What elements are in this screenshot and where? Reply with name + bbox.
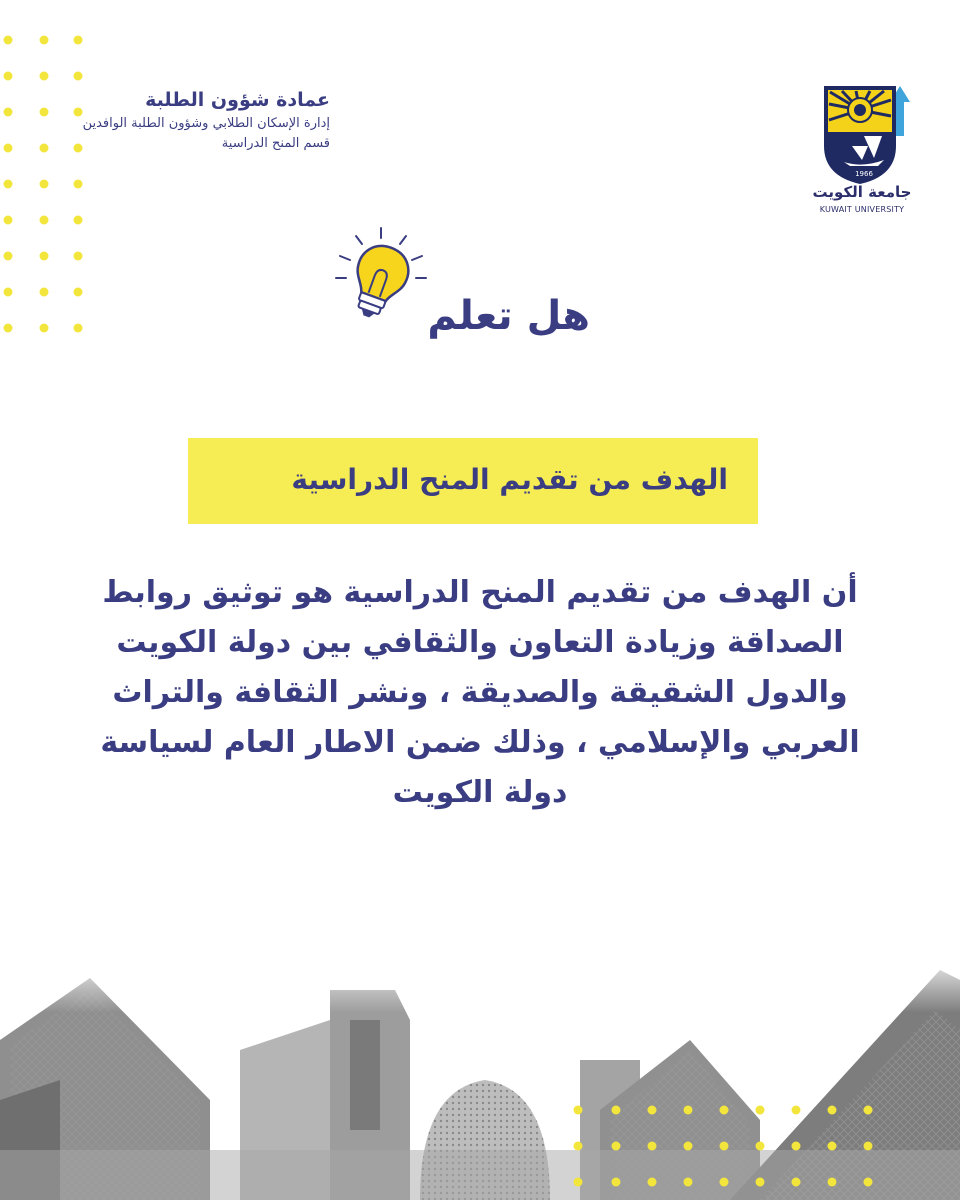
banner-title: الهدف من تقديم المنح الدراسية: [291, 463, 728, 496]
did-you-know-heading: هل تعلم: [427, 293, 590, 339]
logo-name-en: KUWAIT UNIVERSITY: [819, 205, 905, 214]
decorative-dots-left: [0, 0, 90, 360]
deanship-header: [70, 86, 330, 154]
body-paragraph: أن الهدف من تقديم المنح الدراسية هو توثيق روابط الصداقة وزيادة التعاون والثقافي بين دولة الكويت والدول الشقيقة والصديقة ، ونشر الثقافة والتراث العربي والإسلامي ، وذلك ضمن الاطار العام لسياسة دولة الكويت: [100, 575, 860, 810]
logo-year: 1966: [855, 170, 873, 178]
title-banner: [188, 438, 758, 524]
deanship-title: عمادة شؤون الطلبة: [145, 89, 330, 111]
campus-buildings-illustration: [0, 950, 960, 1200]
logo-name-ar: جامعة الكويت: [812, 183, 912, 201]
department-line-2: قسم المنح الدراسية: [221, 136, 330, 151]
kuwait-university-logo: [812, 76, 918, 226]
department-line-1: إدارة الإسكان الطلابي وشؤون الطلبة الوافدين: [82, 116, 330, 131]
